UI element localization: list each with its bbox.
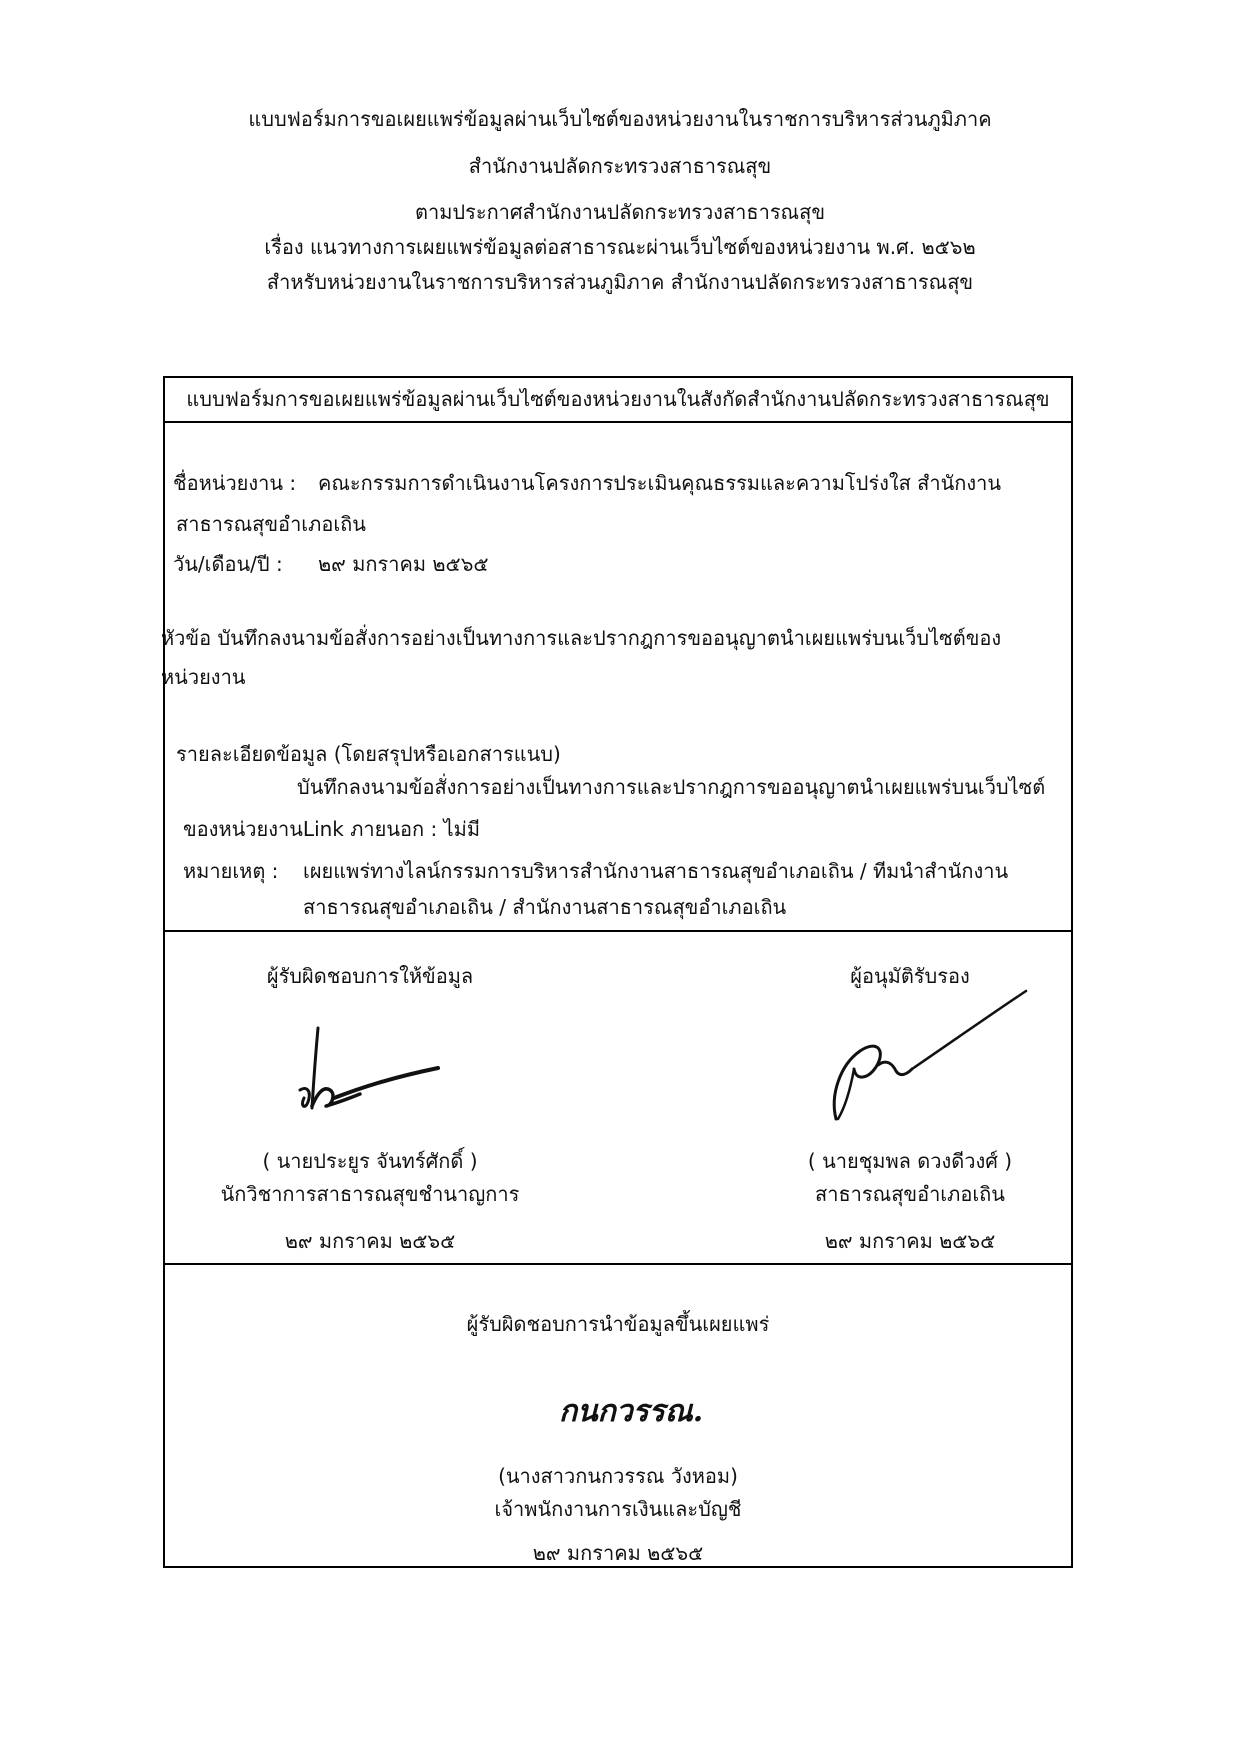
topic-line2: หน่วยงาน xyxy=(161,665,246,689)
header-title-line1: แบบฟอร์มการขอเผยแพร่ข้อมูลผ่านเว็บไซต์ของหน่วยงานในราชการบริหารส่วนภูมิภาค xyxy=(248,107,992,131)
publisher-name: (นางสาวกนกวรรณ วังหอม) xyxy=(498,1464,738,1488)
note-line2: สาธารณสุขอำเภอเถิน / สำนักงานสาธารณสุขอำเภอเถิน xyxy=(303,895,787,919)
form-title: แบบฟอร์มการขอเผยแพร่ข้อมูลผ่านเว็บไซต์ของหน่วยงานในสังกัดสำนักงานปลัดกระทรวงสาธารณสุข xyxy=(186,387,1050,411)
approver-signature xyxy=(820,985,1040,1125)
publisher-signature xyxy=(555,1385,704,1435)
date-label: วัน/เดือน/ปี : xyxy=(173,552,283,576)
detail-label: รายละเอียดข้อมูล (โดยสรุปหรือเอกสารแนบ) xyxy=(176,742,561,766)
topic-line1: หัวข้อ บันทึกลงนามข้อสั่งการอย่างเป็นทางการและปรากฎการขออนุญาตนำเผยแพร่บนเว็บไซต์ของ xyxy=(161,626,1002,650)
header-title-line3: ตามประกาศสำนักงานปลัดกระทรวงสาธารณสุข xyxy=(414,200,825,224)
divider-signatures xyxy=(163,1263,1073,1265)
divider-details xyxy=(163,930,1073,932)
responsible-position: นักวิชาการสาธารณสุขชำนาญการ xyxy=(220,1182,520,1206)
approver-heading: ผู้อนุมัติรับรอง xyxy=(850,964,970,988)
approver-name: ( นายชุมพล ดวงดีวงศ์ ) xyxy=(807,1149,1013,1173)
responsible-heading: ผู้รับผิดชอบการให้ข้อมูล xyxy=(266,964,474,988)
header-title-line4: เรื่อง แนวทางการเผยแพร่ข้อมูลต่อสาธารณะผ่านเว็บไซต์ของหน่วยงาน พ.ศ. ๒๕๖๒ xyxy=(264,235,976,259)
header-title-line5: สำหรับหน่วยงานในราชการบริหารส่วนภูมิภาค สำนักงานปลัดกระทรวงสาธารณสุข xyxy=(266,270,974,294)
divider-title xyxy=(163,421,1073,423)
detail-line1: บันทึกลงนามข้อสั่งการอย่างเป็นทางการและปรากฎการขออนุญาตนำเผยแพร่บนเว็บไซต์ xyxy=(297,775,1046,799)
note-label: หมายเหตุ : xyxy=(183,859,279,883)
responsible-name: ( นายประยูร จันทร์ศักดิ์ ) xyxy=(262,1149,478,1173)
svg-text:กนกวรรณ.: กนกวรรณ. xyxy=(559,1394,704,1429)
publisher-heading: ผู้รับผิดชอบการนำข้อมูลขึ้นเผยแพร่ xyxy=(466,1312,770,1336)
responsible-signature xyxy=(290,1020,450,1120)
header-title-line2: สำนักงานปลัดกระทรวงสาธารณสุข xyxy=(468,154,772,178)
publisher-date: ๒๙ มกราคม ๒๕๖๕ xyxy=(532,1541,704,1565)
detail-line2: ของหน่วยงานLink ภายนอก : ไม่มี xyxy=(183,817,481,841)
unit-value-line1: คณะกรรมการดำเนินงานโครงการประเมินคุณธรรมและความโปร่งใส สำนักงาน xyxy=(318,471,1002,495)
unit-value-line2: สาธารณสุขอำเภอเถิน xyxy=(176,512,366,536)
publisher-position: เจ้าพนักงานการเงินและบัญชี xyxy=(494,1497,742,1521)
date-value: ๒๙ มกราคม ๒๕๖๕ xyxy=(318,552,489,576)
approver-date: ๒๙ มกราคม ๒๕๖๕ xyxy=(824,1229,996,1253)
responsible-date: ๒๙ มกราคม ๒๕๖๕ xyxy=(284,1229,456,1253)
note-line1: เผยแพร่ทางไลน์กรรมการบริหารสำนักงานสาธารณสุขอำเภอเถิน / ทีมนำสำนักงาน xyxy=(303,859,1009,883)
approver-position: สาธารณสุขอำเภอเถิน xyxy=(815,1182,1005,1206)
unit-label: ชื่อหน่วยงาน : xyxy=(173,471,297,495)
